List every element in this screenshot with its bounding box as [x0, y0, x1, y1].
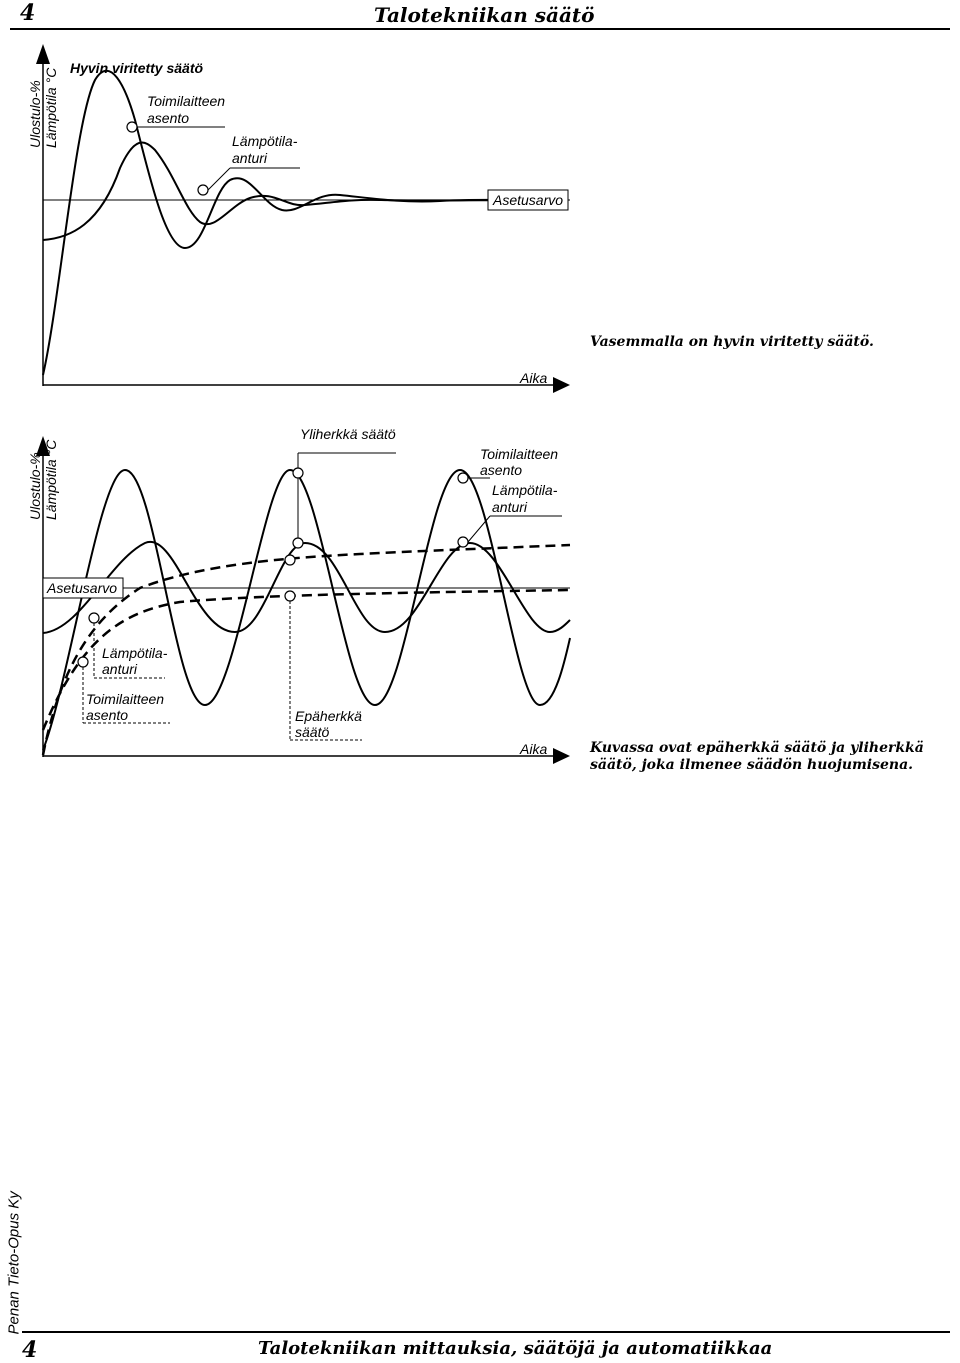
sensor-leader-line: [468, 516, 490, 542]
insensitive-sensor-marker-icon: [89, 613, 99, 623]
sensor-marker-icon: [458, 537, 468, 547]
insensitive-actuator-low-marker-icon: [78, 657, 88, 667]
footer-rule: [22, 1331, 950, 1333]
y-axis-arrow-icon: [36, 44, 50, 64]
y-axis-label-temperature: Lämpötila °C: [43, 439, 59, 520]
insensitive-label-line1: Epäherkkä: [295, 708, 362, 724]
actuator-label-line1: Toimilaitteen: [147, 93, 226, 109]
sensor-label-line2: anturi: [232, 150, 268, 166]
insensitive-actuator-label-line1: Toimilaitteen: [86, 691, 165, 707]
actuator-label-line2: asento: [147, 110, 190, 126]
header-title: Talotekniikan säätö: [374, 3, 595, 27]
actuator-position-curve: [43, 71, 560, 375]
figure-title: Hyvin viritetty säätö: [70, 60, 204, 76]
setpoint-label: Asetusarvo: [47, 580, 118, 596]
x-axis-label: Aika: [520, 741, 548, 757]
actuator-marker-icon: [458, 473, 468, 483]
x-axis-arrow-icon: [553, 748, 570, 764]
y-axis-label-output: Ulostulo-%: [27, 80, 43, 148]
page-number-bottom: 4: [22, 1337, 38, 1363]
oversensitive-actuator-marker-icon: [293, 468, 303, 478]
sensor-marker-icon: [198, 185, 208, 195]
sensor-label-line1: Lämpötila-: [232, 133, 298, 149]
y-axis-label-output: Ulostulo-%: [27, 452, 43, 520]
sensor-label-line2: anturi: [492, 499, 528, 515]
insensitive-temperature-marker-icon: [285, 591, 295, 601]
sensor-label-line1: Lämpötila-: [492, 482, 558, 498]
insensitive-sensor-label-line1: Lämpötila-: [102, 645, 168, 661]
sensor-leader-line: [208, 168, 230, 190]
page-number-top: 4: [20, 0, 36, 26]
figure-sensitivity: [0, 400, 960, 780]
insensitive-actuator-marker-icon: [285, 555, 295, 565]
footer-title: Talotekniikan mittauksia, säätöjä ja automatiikkaa: [258, 1338, 773, 1359]
actuator-marker-icon: [127, 122, 137, 132]
insensitive-label-line2: säätö: [295, 724, 330, 740]
x-axis-label: Aika: [520, 370, 548, 386]
insensitive-actuator-label-line2: asento: [86, 707, 129, 723]
x-axis-arrow-icon: [553, 377, 570, 393]
insensitive-sensor-label-line2: anturi: [102, 661, 138, 677]
actuator-label-line1: Toimilaitteen: [480, 446, 559, 462]
caption-figure1: Vasemmalla on hyvin viritetty säätö.: [590, 334, 874, 350]
publisher-name: Penan Tieto-Opus Ky: [5, 1191, 23, 1335]
oversensitive-temperature-marker-icon: [293, 538, 303, 548]
actuator-label-line2: asento: [480, 462, 523, 478]
oversensitive-label: Yliherkkä säätö: [300, 426, 396, 442]
temperature-curve: [43, 142, 560, 240]
y-axis-label-temperature: Lämpötila °C: [43, 67, 59, 148]
caption-figure2: Kuvassa ovat epäherkkä säätö ja yliherkkä säätö, joka ilmenee säädön huojumisena.: [590, 740, 924, 773]
setpoint-label: Asetusarvo: [493, 192, 564, 208]
